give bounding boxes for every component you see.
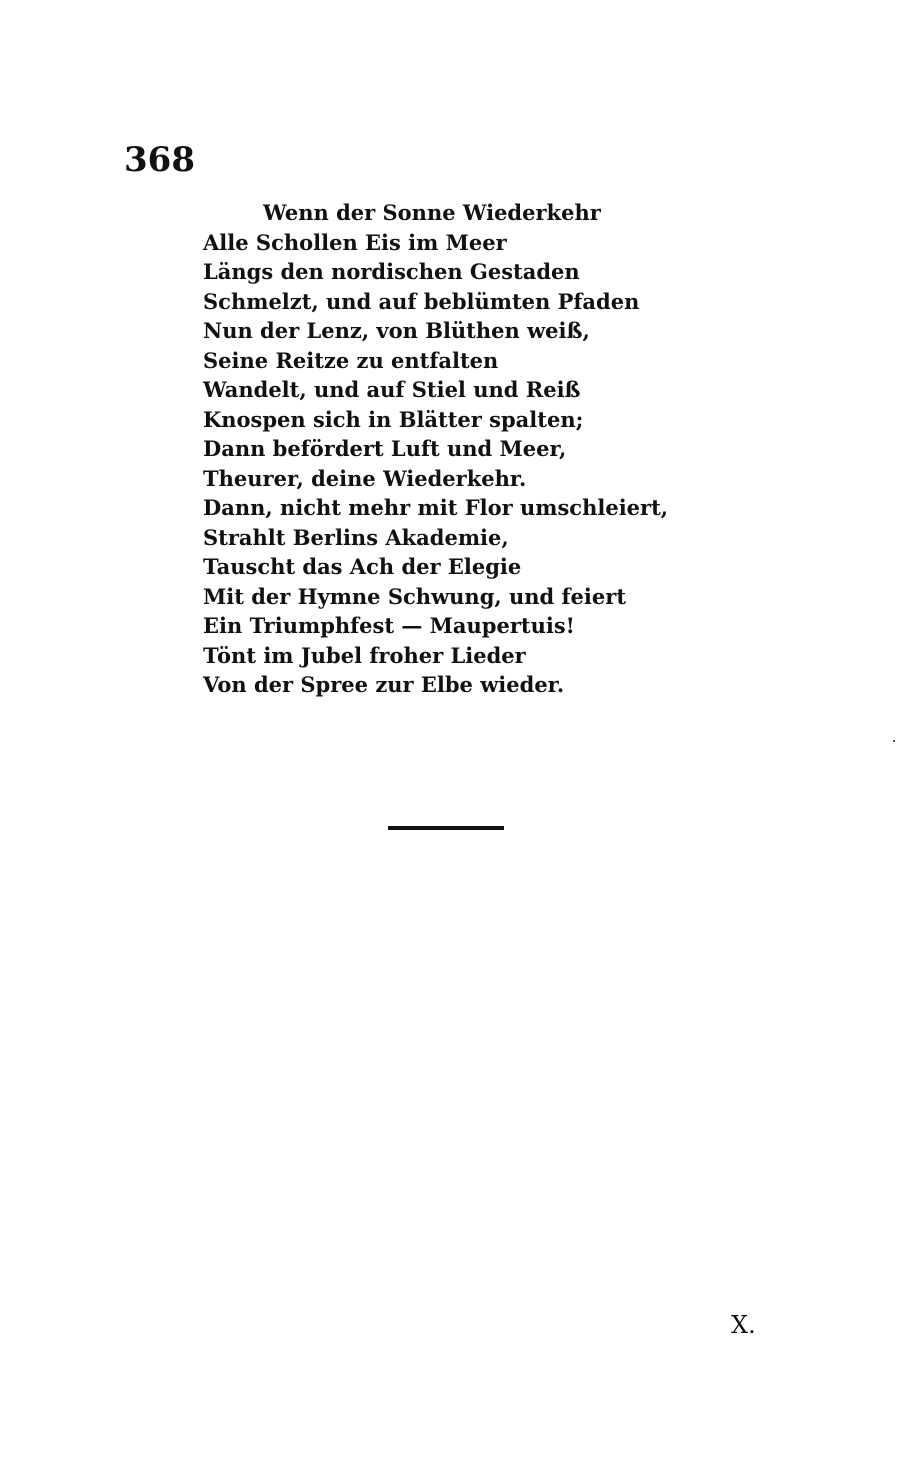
poem-line: Wandelt, und auf Stiel und Reiß <box>203 377 581 402</box>
poem-line: Knospen sich in Blätter spalten; <box>203 406 584 432</box>
section-end-rule <box>388 826 504 830</box>
poem-line: Dann, nicht mehr mit Flor umschleiert, <box>203 495 669 520</box>
poem-line: Mit der Hymne Schwung, und feiert <box>203 583 627 609</box>
poem-line: Alle Schollen Eis im Meer <box>203 229 507 255</box>
page-number: 368 <box>124 140 195 180</box>
poem-line: Ein Triumphfest — Maupertuis! <box>203 613 575 638</box>
poem-line: Tönt im Jubel froher Lieder <box>203 642 526 668</box>
poem-line: Von der Spree zur Elbe wieder. <box>203 672 565 697</box>
poem-line: Schmelzt, und auf beblümten Pfaden <box>203 288 640 314</box>
poem-line: Seine Reitze zu entfalten <box>203 347 499 373</box>
poem-line: Nun der Lenz, von Blüthen weiß, <box>203 318 590 343</box>
poem-line: Wenn der Sonne Wiederkehr <box>263 200 601 225</box>
poem-line: Längs den nordischen Gestaden <box>203 259 580 284</box>
poem-line: Tauscht das Ach der Elegie <box>203 554 522 579</box>
poem-stanza <box>203 198 673 700</box>
poem-line: Strahlt Berlins Akademie, <box>203 524 509 550</box>
poem-line: Dann befördert Luft und Meer, <box>203 436 567 461</box>
catchword: X. <box>731 1311 756 1339</box>
scan-speck <box>893 740 895 742</box>
poem-line: Theurer, deine Wiederkehr. <box>203 465 527 491</box>
